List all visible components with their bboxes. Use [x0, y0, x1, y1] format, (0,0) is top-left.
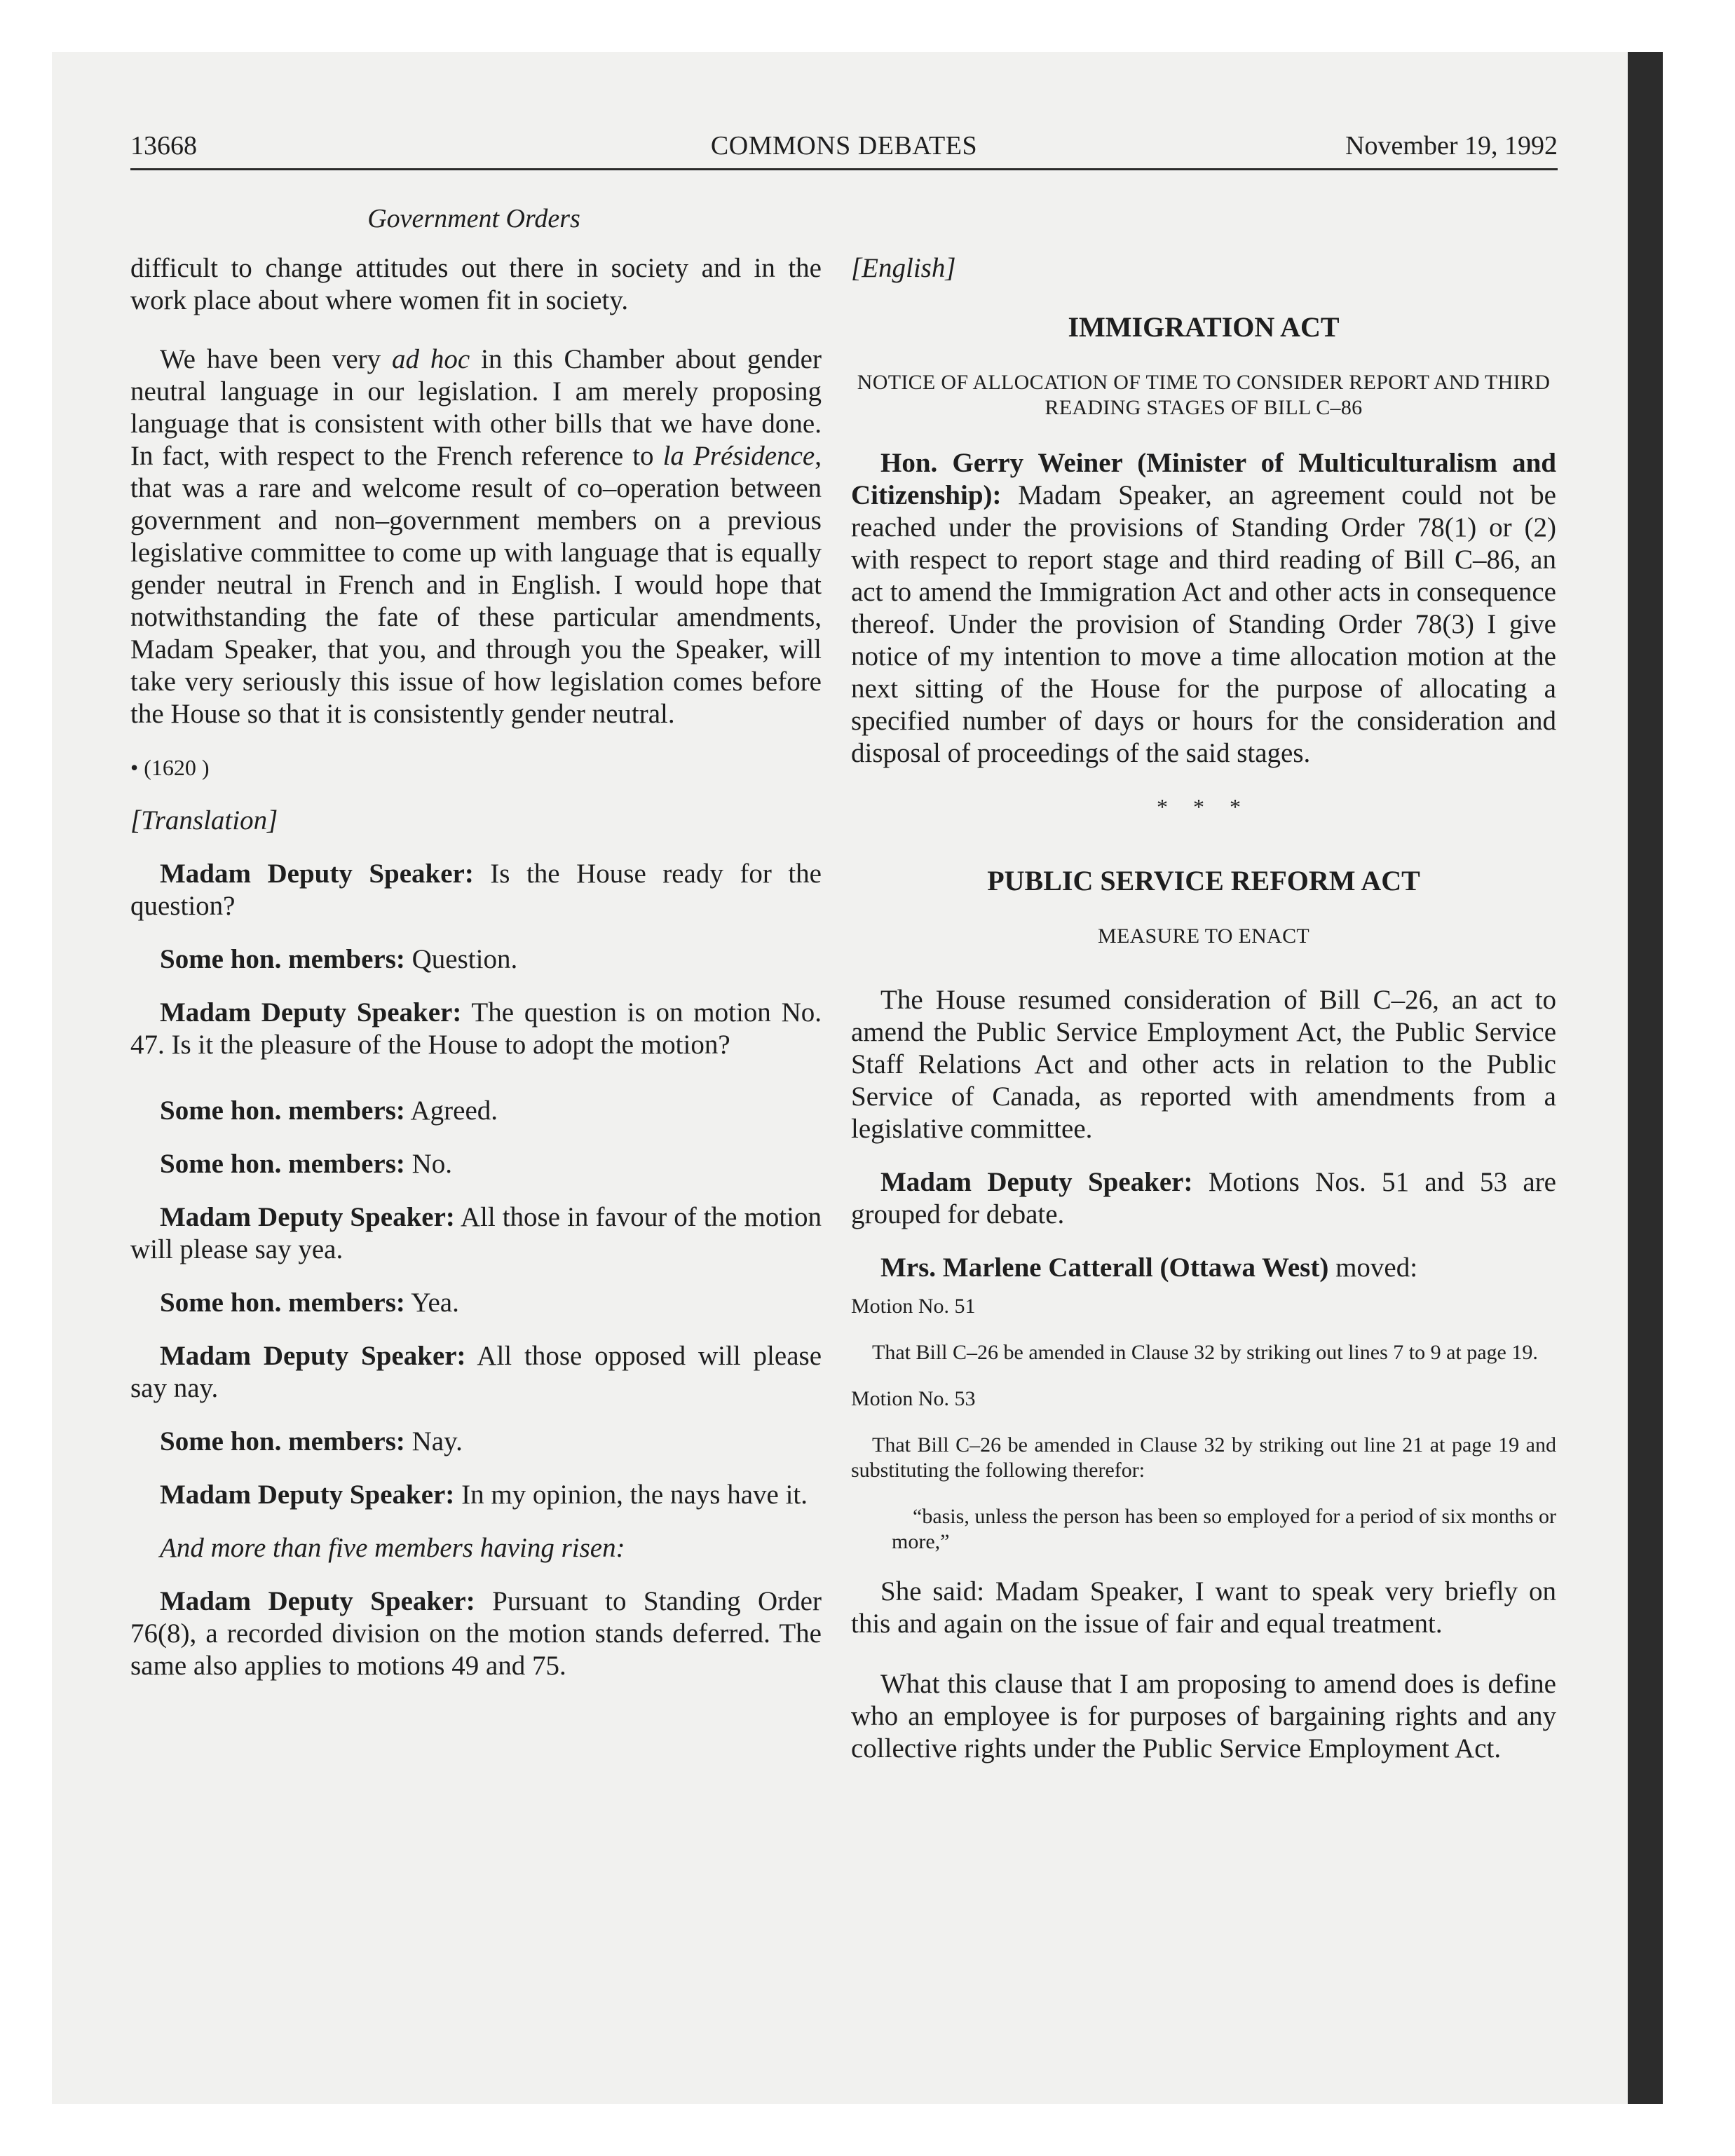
exchange: Some hon. members: Question. [160, 944, 518, 974]
paragraph: We have been very ad hoc in this Chamber about gender neutral language in our legislation. I am merely proposing language that is consistent with other bills that we have done. In fact, with respect to the French reference to la Présidence, that was a rare and welcome result of co–operation between government and non–government members on a previous legislative committee to come up with language that is equally gender neutral in French and in English. I would hope that notwithstanding the fate of these particular amendments, Madam Speaker, that you, and through you the Speaker, will take very seriously this issue of how legislation comes before the House so that it is consistently gender neutral. [130, 344, 822, 729]
header-date: November 19, 1992 [1345, 131, 1558, 161]
exchange: Madam Deputy Speaker: All those opposed will please say nay. [130, 1341, 822, 1403]
section-subheading: NOTICE OF ALLOCATION OF TIME TO CONSIDER REPORT AND THIRD READING STAGES OF BILL C–86 [857, 371, 1551, 419]
motion-text: That Bill C–26 be amended in Clause 32 by striking out lines 7 to 9 at page 19. [872, 1341, 1538, 1364]
publication-title: COMMONS DEBATES [710, 131, 978, 161]
speech: Hon. Gerry Weiner (Minister of Multiculturalism and Citizenship): Madam Speaker, an agreement could not be reached under the provisions of Standing Order 78(1) or (2) with respect to report stage and third reading of Bill C–86, an act to amend the Immigration Act and other acts in consequence thereof. Under the provision of Standing Order 78(3) I give notice of my intention to move a time allocation motion at the next sitting of the House for the purpose of allocating a specified number of days or hours for the consideration and disposal of proceedings of the said stages. [851, 448, 1556, 768]
motion-quote: “basis, unless the person has been so employed for a period of six months or more,” [892, 1505, 1556, 1553]
exchange: Madam Deputy Speaker: Motions Nos. 51 and 53 are grouped for debate. [851, 1167, 1556, 1229]
section-heading: IMMIGRATION ACT [1068, 311, 1340, 343]
header-rule [130, 168, 1558, 170]
scan-edge-bar [1628, 52, 1663, 2104]
paragraph: What this clause that I am proposing to amend does is define who an employee is for purposes of bargaining rights and any collective rights under the Public Service Employment Act. [851, 1669, 1556, 1763]
section-separator: * * * [1157, 794, 1251, 819]
exchange: Madam Deputy Speaker: Is the House ready for the question? [130, 859, 822, 921]
exchange: Mrs. Marlene Catterall (Ottawa West) moved: [880, 1253, 1418, 1283]
paragraph: She said: Madam Speaker, I want to speak very briefly on this and again on the issue of fair and equal treatment. [851, 1576, 1556, 1639]
time-marker: • (1620 ) [130, 755, 210, 780]
left-column [130, 252, 822, 1703]
exchange: Some hon. members: No. [160, 1149, 453, 1179]
motion-label: Motion No. 53 [851, 1387, 976, 1410]
exchange: Some hon. members: Nay. [160, 1426, 463, 1456]
paragraph: The House resumed consideration of Bill C–26, an act to amend the Public Service Employment Act, the Public Service Staff Relations Act and other acts in relation to the Public Service of Canada, as reported with amendments from a legislative committee. [851, 985, 1556, 1144]
motion-label: Motion No. 51 [851, 1295, 976, 1318]
paragraph: difficult to change attitudes out there in society and in the work place about where women fit in society. [130, 253, 822, 315]
section-heading: PUBLIC SERVICE REFORM ACT [987, 865, 1420, 896]
english-tag: [English] [851, 253, 956, 283]
exchange: Madam Deputy Speaker: Pursuant to Standing Order 76(8), a recorded division on the motion stands deferred. The same also applies to motions 49 and 75. [130, 1586, 822, 1681]
translation-tag: [Translation] [130, 805, 278, 835]
page-number: 13668 [130, 131, 197, 161]
page-header [130, 130, 1558, 168]
exchange: Some hon. members: Agreed. [160, 1096, 498, 1126]
stage-direction: And more than five members having risen: [160, 1533, 625, 1563]
section-subheading: MEASURE TO ENACT [1097, 925, 1310, 948]
exchange: Madam Deputy Speaker: All those in favour of the motion will please say yea. [130, 1202, 822, 1264]
exchange: Madam Deputy Speaker: In my opinion, the nays have it. [160, 1480, 808, 1510]
motion-text: That Bill C–26 be amended in Clause 32 by striking out line 21 at page 19 and substituting the following therefor: [851, 1433, 1556, 1482]
exchange: Madam Deputy Speaker: The question is on motion No. 47. Is it the pleasure of the House to adopt the motion? [130, 997, 822, 1060]
exchange: Some hon. members: Yea. [160, 1288, 459, 1318]
section-label: Government Orders [367, 204, 580, 233]
right-column [851, 252, 1556, 1786]
